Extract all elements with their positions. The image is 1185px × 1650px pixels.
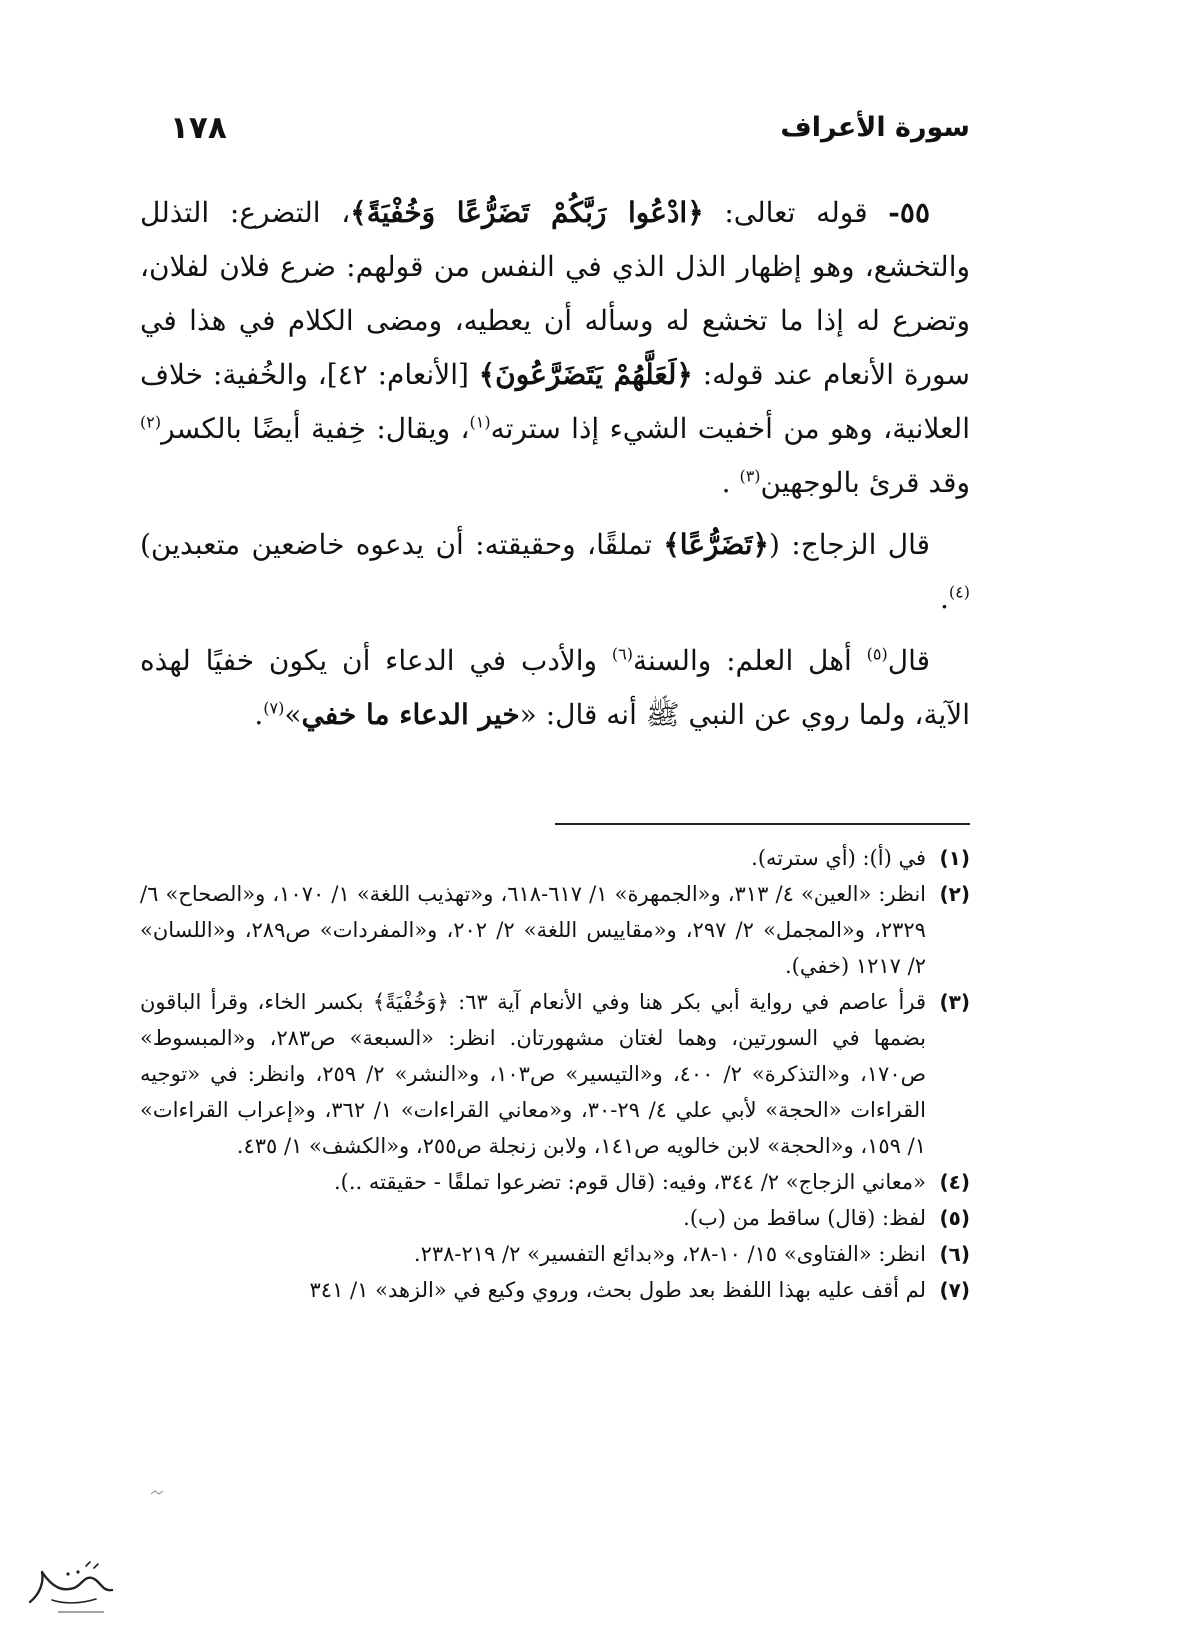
text-run: وقد قرئ بالوجهين bbox=[760, 466, 970, 499]
footnotes bbox=[140, 840, 970, 1308]
footnote-marker: (١) bbox=[939, 846, 970, 870]
text-run: والأدب في الدعاء أن يكون خفيًا لهذه الآية، ولما روي عن النبي ﷺ أنه قال: « bbox=[140, 644, 970, 731]
text-run: . bbox=[254, 698, 264, 731]
footnote-text: لفظ: (قال) ساقط من (ب). bbox=[683, 1206, 926, 1230]
calligraphy-logo-icon bbox=[22, 1552, 122, 1622]
footnote-ref-7[interactable]: (٧) bbox=[263, 698, 285, 718]
footnote-text: لم أقف عليه بهذا اللفظ بعد طول بحث، وروي وكيع في «الزهد» ١/ ٣٤١ bbox=[309, 1278, 926, 1302]
text-run: تملقًا، وحقيقته: أن يدعوه خاضعين متعبدين) bbox=[140, 528, 664, 561]
verse-number: ٥٥- bbox=[888, 196, 930, 229]
footnote-text: «معاني الزجاج» ٢/ ٣٤٤، وفيه: (قال قوم: تضرعوا تملقًا - حقيقته ..). bbox=[333, 1170, 926, 1194]
text-run: ، ويقال: خِفية أيضًا بالكسر bbox=[161, 412, 470, 445]
footnote-marker: (٥) bbox=[939, 1206, 970, 1230]
footnote-text: انظر: «الفتاوى» ١٥/ ١٠-٢٨، و«بدائع التفسير» ٢/ ٢١٩-٢٣٨. bbox=[413, 1242, 926, 1266]
footnote-marker: (٦) bbox=[939, 1242, 970, 1266]
footnote-ref-4[interactable]: (٤) bbox=[948, 582, 970, 602]
footnote-ref-2[interactable]: (٢) bbox=[140, 412, 162, 432]
text-run: أهل العلم: والسنة bbox=[632, 644, 867, 677]
footnote-text: انظر: «العين» ٤/ ٣١٣، و«الجمهرة» ١/ ٦١٧-٦١٨، و«تهذيب اللغة» ١/ ١٠٧٠، و«الصحاح» ٦/ ٢٣٢٩، و«المجمل» ٢/ ٢٩٧، و«مقاييس اللغة» ٢/ ٢٠٢، و«المفردات» ص٢٨٩، و«اللسان» ٢/ ١٢١٧ (خفي). bbox=[140, 882, 926, 978]
paragraph-scholars bbox=[140, 634, 970, 742]
footnote-5 bbox=[140, 1200, 970, 1236]
main-text bbox=[140, 186, 970, 750]
footnote-6 bbox=[140, 1236, 970, 1272]
quran-quote: ﴿ادْعُوا رَبَّكُمْ تَضَرُّعًا وَخُفْيَةً﴾ bbox=[350, 196, 704, 229]
footnote-marker: (٧) bbox=[939, 1278, 970, 1302]
text-run: [الأنعام: ٤٢]، والخُفية: خلاف العلانية، وهو من أخفيت الشيء إذا سترته bbox=[140, 358, 970, 445]
text-run: ، التضرع: التذلل والتخشع، وهو إظهار الذل الذي في النفس من قولهم: ضرع فلان لفلان، وتضرع له إذا ما تخشع له وسأله أن يعطيه، ومضى الكلام في هذا في سورة الأنعام عند قوله: bbox=[140, 196, 970, 391]
text-run: قوله تعالى: bbox=[703, 196, 889, 229]
footnote-ref-3[interactable]: (٣) bbox=[739, 466, 761, 486]
quran-quote: ﴿تَضَرُّعًا﴾ bbox=[663, 528, 769, 561]
footnote-2 bbox=[140, 876, 970, 984]
paragraph-verse-55 bbox=[140, 186, 970, 510]
footnote-1 bbox=[140, 840, 970, 876]
paragraph-zajjaj bbox=[140, 518, 970, 626]
footnote-marker: (٤) bbox=[939, 1170, 970, 1194]
footnote-text: في (أ): (أي سترته). bbox=[751, 846, 926, 870]
page-header bbox=[140, 100, 970, 160]
footnote-ref-1[interactable]: (١) bbox=[469, 412, 491, 432]
footnote-text: قرأ عاصم في رواية أبي بكر هنا وفي الأنعام آية ٦٣: ﴿وَخُفْيَةً﴾ بكسر الخاء، وقرأ الباقون بضمها في السورتين، وهما لغتان مشهورتان. انظر: «السبعة» ص٢٨٣، و«المبسوط» ص١٧٠، و«التذكرة» ٢/ ٤٠٠، و«التيسير» ص١٠٣، و«النشر» ٢/ ٢٥٩، وانظر: في «توجيه القراءات «الحجة» لأبي علي ٤/ ٢٩-٣٠، و«معاني القراءات» ١/ ٣٦٢، و«إعراب القراءات» ١/ ١٥٩، و«الحجة» لابن خالويه ص١٤١، ولابن زنجلة ص٢٥٥، و«الكشف» ١/ ٤٣٥. bbox=[140, 990, 926, 1158]
footnote-4 bbox=[140, 1164, 970, 1200]
text-run: قال الزجاج: ( bbox=[768, 528, 930, 561]
text-run: . bbox=[721, 466, 740, 499]
footnote-7 bbox=[140, 1272, 970, 1308]
text-run: قال bbox=[887, 644, 930, 677]
page-number: ١٧٨ bbox=[170, 110, 227, 146]
running-title: سورة الأعراف bbox=[780, 112, 970, 143]
text-run: . bbox=[940, 582, 949, 615]
footnote-ref-6[interactable]: (٦) bbox=[611, 644, 633, 664]
footnote-3 bbox=[140, 984, 970, 1164]
hadith-quote: خير الدعاء ما خفي bbox=[301, 698, 520, 731]
quran-quote: ﴿لَعَلَّهُمْ يَتَضَرَّعُونَ﴾ bbox=[478, 358, 693, 391]
footnote-marker: (٢) bbox=[939, 882, 970, 906]
footnote-ref-5[interactable]: (٥) bbox=[866, 644, 888, 664]
scan-mark-icon bbox=[150, 1488, 166, 1498]
footnote-marker: (٣) bbox=[939, 990, 970, 1014]
footnote-divider bbox=[555, 823, 970, 825]
text-run: » bbox=[284, 698, 302, 731]
